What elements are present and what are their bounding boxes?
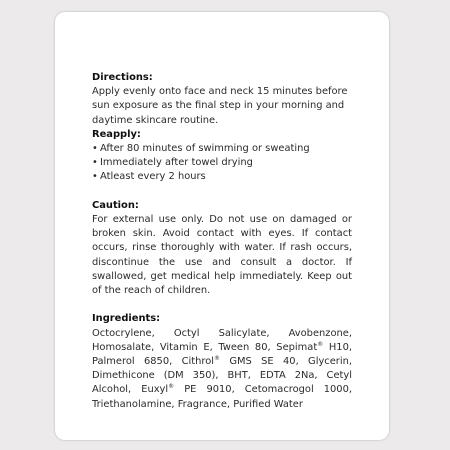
ingredients-text [92, 327, 352, 412]
directions-section [92, 71, 352, 128]
list-item [92, 170, 352, 184]
bullet-icon: • [92, 171, 98, 183]
bullet-icon: • [92, 143, 98, 155]
directions-heading: Directions: [92, 72, 153, 83]
ingredients-part: GMS SE 40, Glycerin, Dimethicone (DM 350), BHT, EDTA 2Na, Cetyl Alcohol, Euxyl [92, 356, 353, 396]
caution-heading: Caution: [92, 199, 139, 211]
section-spacer [92, 185, 352, 199]
ingredients-part: Octocrylene, Octyl Salicylate, Avobenzone, Homosalate, Vitamin E, Tween 80, Sepimat [92, 327, 352, 353]
ingredients-section [92, 312, 352, 411]
ingredients-part: PE 9010, Cetomacrogol 1000, Triethanolamine, Fragrance, Purified Water [92, 384, 353, 410]
label-content [92, 71, 352, 412]
list-item-text: Immediately after towel drying [100, 157, 253, 169]
directions-text: Apply evenly onto face and neck 15 minutes before sun exposure as the final step in your morning and daytime skincare routine. [92, 86, 348, 126]
caution-section [92, 199, 352, 298]
list-item-text: Atleast every 2 hours [100, 171, 206, 183]
registered-mark-icon: ® [168, 383, 175, 391]
registered-mark-icon: ® [317, 340, 324, 348]
list-item [92, 156, 352, 170]
reapply-list [92, 142, 352, 185]
section-spacer [92, 298, 352, 312]
ingredients-heading: Ingredients: [92, 313, 161, 325]
bullet-icon: • [92, 157, 98, 169]
reapply-section [92, 128, 352, 185]
ingredients-part: H10, Palmerol 6850, Cithrol [92, 341, 353, 368]
list-item-text: After 80 minutes of swimming or sweating [100, 143, 310, 155]
list-item [92, 142, 352, 156]
caution-text: For external use only. Do not use on damaged or broken skin. Avoid contact with eyes. If contact occurs, rinse thoroughly with water. If rash occurs, discontinue the use and consult a doctor. If swallowed, get medical help immediately. Keep out of the reach of children. [92, 214, 352, 297]
registered-mark-icon: ® [214, 355, 220, 363]
reapply-heading: Reapply: [92, 128, 141, 140]
